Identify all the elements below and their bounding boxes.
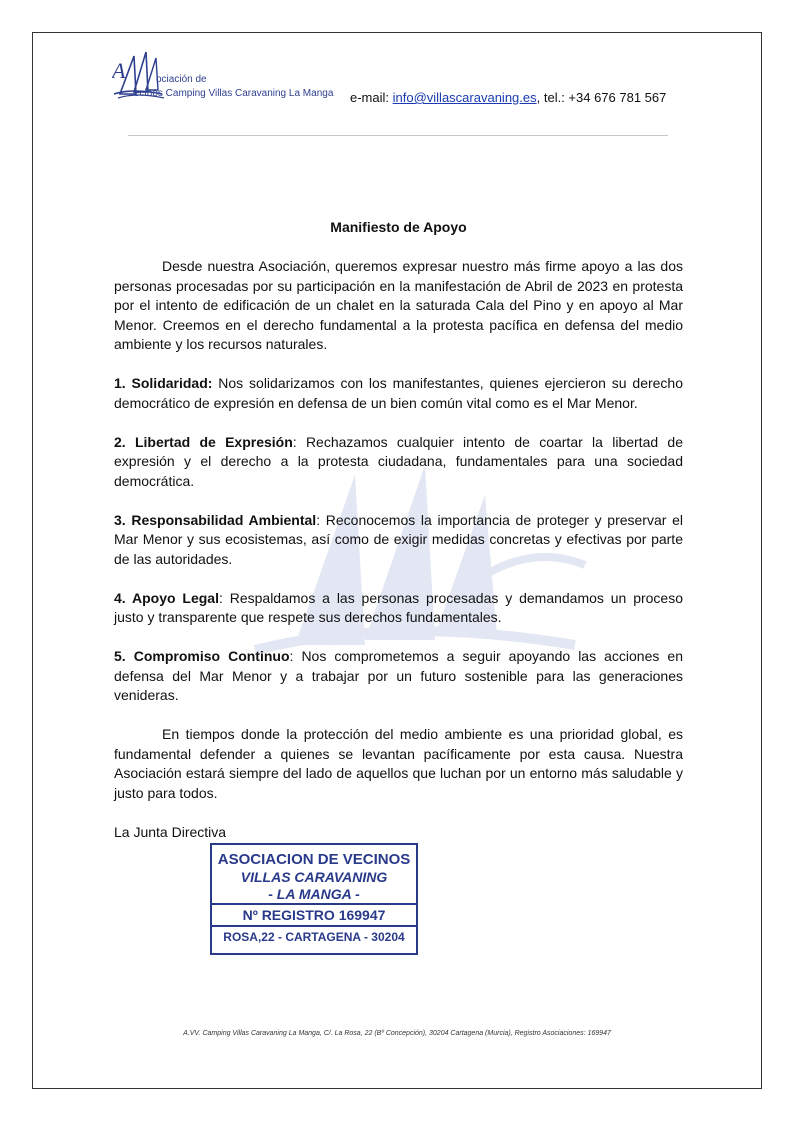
page-footer: A.VV. Camping Villas Caravaning La Manga, C/. La Rosa, 22 (Bº Concepción), 30204 Cartagena (Murcia), Registro Asociaciones: 169947 — [183, 1030, 611, 1037]
point-text: Nos solidarizamos con los manifestantes, quienes ejercieron su derecho democrático de expresión en defensa de un bien común vital como es el Mar Menor. — [114, 375, 684, 411]
document-title: Manifiesto de Apoyo — [330, 219, 467, 235]
logo-text-line1: ociación de — [156, 74, 207, 85]
point-paragraph — [114, 511, 683, 570]
stamp-registry-box — [212, 903, 416, 925]
contact-info — [350, 90, 666, 105]
stamp-line1: ASOCIACION DE VECINOS — [217, 851, 411, 868]
stamp-address: ROSA,22 - CARTAGENA - 30204 — [223, 930, 405, 944]
point-text: : Respaldamos a las personas procesadas y demandamos un proceso justo y transparente que respete sus derechos fundamentales. — [114, 589, 683, 625]
point-paragraph — [114, 374, 683, 413]
point-heading: 5. Compromiso Continuo — [114, 648, 290, 664]
logo-text-line2: ecinos Camping Villas Caravaning La Manga — [134, 88, 334, 99]
association-stamp — [210, 843, 418, 955]
letterhead — [112, 48, 682, 118]
header-divider — [128, 135, 668, 136]
stamp-registry: Nº REGISTRO 169947 — [242, 907, 386, 923]
stamp-line2: VILLAS CARAVANING — [240, 869, 388, 885]
stamp-address-box — [212, 925, 416, 947]
point-paragraph — [114, 589, 683, 628]
point-text: : Rechazamos cualquier intento de coartar la libertad de expresión y el derecho a la protesta ciudadana, fundamentales para una sociedad democrática. — [114, 433, 683, 489]
association-logo — [112, 48, 332, 110]
stamp-line3: - LA MANGA - — [268, 886, 360, 902]
point-heading: 1. Solidaridad: — [114, 375, 213, 391]
email-label: e-mail: — [350, 90, 393, 105]
svg-text:A: A — [112, 58, 126, 83]
point-paragraph — [114, 433, 683, 492]
intro-paragraph: Desde nuestra Asociación, queremos expresar nuestro más firme apoyo a las dos personas procesadas por su participación en la manifestación de Abril de 2023 en protesta por el intento de edificación de un chalet en la saturada Cala del Pino y en apoyo al Mar Menor. Creemos en el derecho fundamental a la protesta pacífica en defensa del medio ambiente y los recursos naturales. — [114, 258, 683, 352]
point-text: : Reconocemos la importancia de proteger y preservar el Mar Menor y sus ecosistemas, así como de exigir medidas concretas y efectivas por parte de las autoridades. — [114, 511, 683, 567]
email-link[interactable]: info@villascaravaning.es — [392, 90, 537, 105]
point-text: : Nos comprometemos a seguir apoyando las acciones en defensa del Mar Menor y a trabajar por un futuro sostenible para las generaciones venideras. — [114, 648, 683, 703]
point-heading: 2. Libertad de Expresión — [114, 433, 293, 450]
manifesto-body — [114, 218, 683, 862]
point-heading: 3. Responsabilidad Ambiental — [114, 511, 317, 528]
signature: La Junta Directiva — [114, 823, 227, 840]
point-paragraph — [114, 647, 683, 706]
phone-number: , tel.: +34 676 781 567 — [536, 90, 667, 105]
closing-paragraph: En tiempos donde la protección del medio ambiente es una prioridad global, es fundamental defender a quienes se levantan pacíficamente por esta causa. Nuestra Asociación estará siempre del lado de aquellos que luchan por un entorno más saludable y justo para todos. — [114, 726, 683, 801]
point-heading: 4. Apoyo Legal — [114, 589, 219, 606]
